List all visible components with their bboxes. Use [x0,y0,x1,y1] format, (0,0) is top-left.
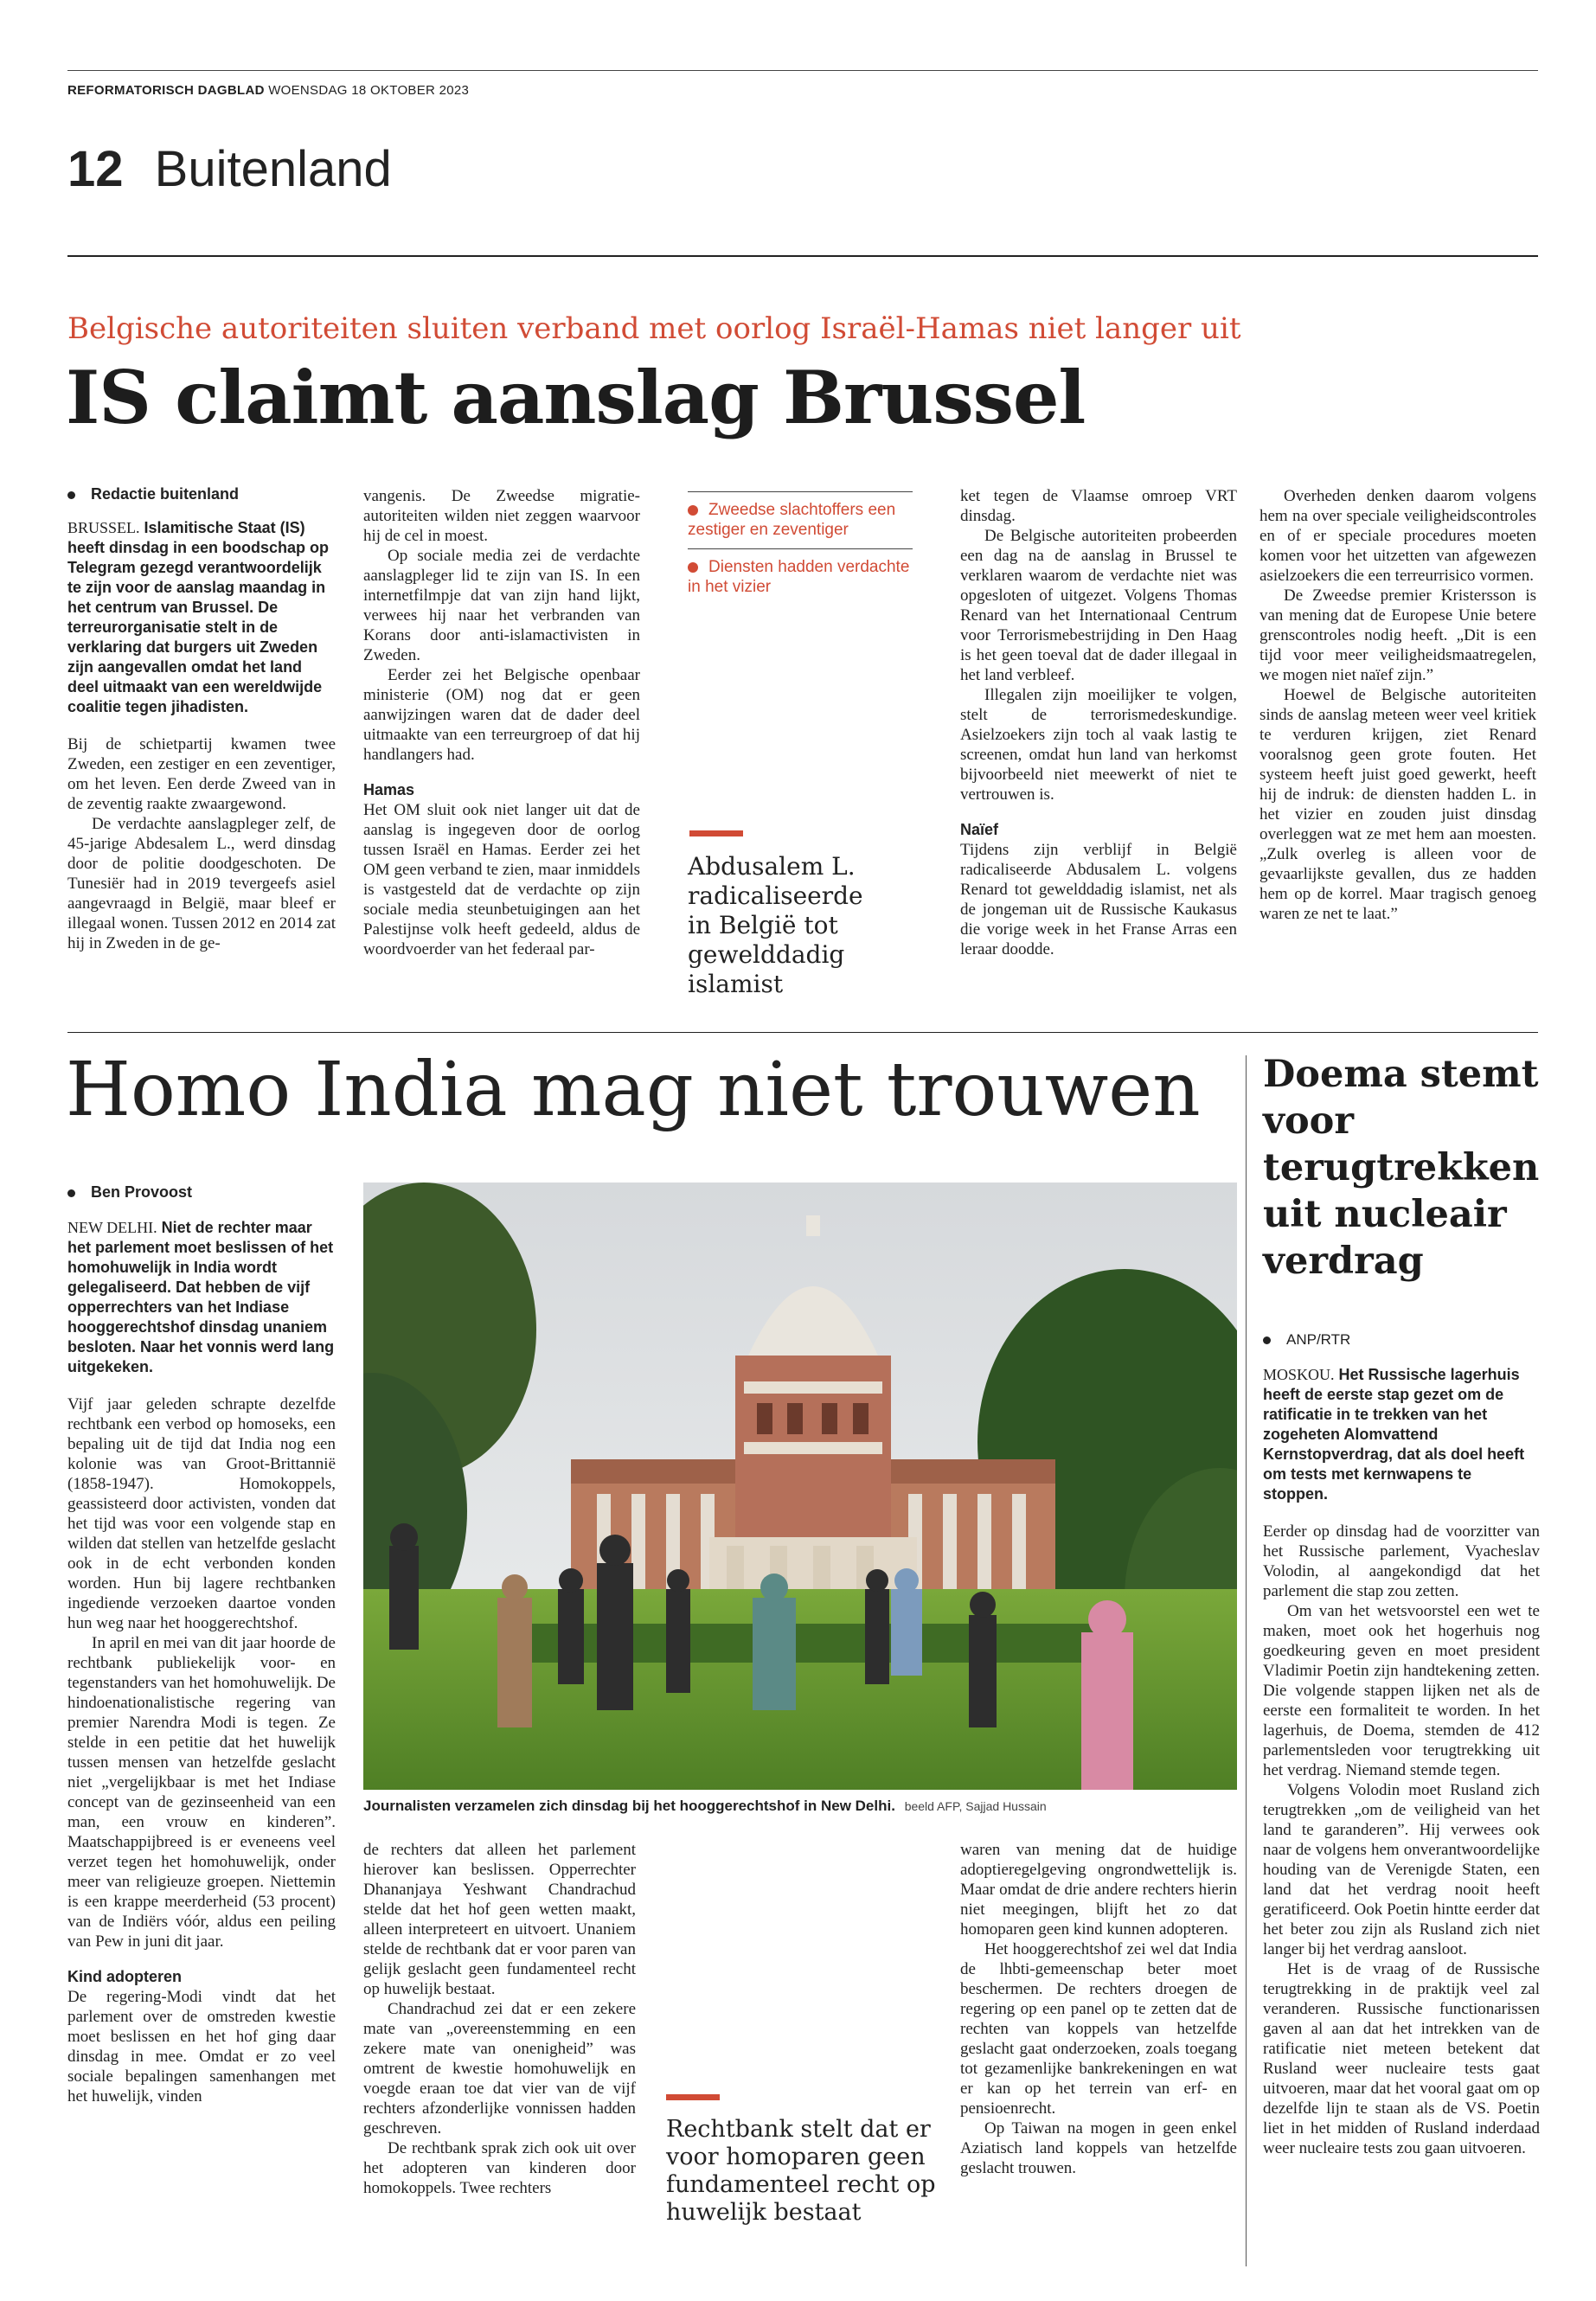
article2-dateline: NEW DELHI. [67,1219,157,1236]
article2-col1 [67,1183,336,2106]
byline-dot-icon [67,491,75,499]
bullet-dot-icon [688,562,698,573]
masthead-line [67,83,469,98]
article3-byline: ANP/RTR [1263,1330,1540,1349]
article2-paragraph: de rechters dat alleen het parlement hierover kan beslissen. Opperrechter Dhananjaya Yeshwant Chandrachud stelde dat het hof geen wetten maakt, alleen interpreteert en uitvoert. Unaniem stelde de rechtbank dat er voor paren van gelijk geslacht geen fundamenteel recht op huwelijk bestaat. [363,1841,636,1998]
page-header [67,141,392,197]
article1-lead: BRUSSEL. Islamitische Staat (IS) heeft dinsdag in een boodschap op Telegram gezegd verantwoordelijk te zijn voor de aanslag maandag in het centrum van Brussel. De terreurorganisatie stelt in de verklaring dat burgers uit Zweden zijn aangevallen omdat het land deel uitmaakt van een wereldwijde coalitie tegen jihadisten. [67,519,330,715]
bullet-dot-icon [688,505,698,516]
article1-col4 [960,486,1237,959]
article1-dateline: BRUSSEL. [67,519,140,536]
article2-subhead: Kind adopteren [67,1968,183,1985]
article2-paragraph: In april en mei van dit jaar hoorde de rechtbank publiekelijk voor- en tegenstanders van het homohuwelijk. De hindoenationalistische regering van premier Narendra Modi is tegen. Ze stelde in een petitie dat het huwelijk tussen mensen van hetzelfde geslacht niet „vergelijkbaar is met het Indiase concept van de gezinseenheid van een man, een vrouw en kinderen”. Maatschappijbreed is er eveneens veel verzet tegen het homohuwelijk, onder meer van religieuze groepen. Niettemin is een krappe meerderheid (53 procent) van de Indiërs vóór, aldus een peiling van Pew in juni dit jaar. [67,1634,336,1951]
byline-dot-icon [67,1189,75,1197]
court-photo [363,1183,1237,1790]
article3-headline: Doema stemt voor terugtrekken uit nucleair verdrag [1263,1053,1540,1283]
pullquote-accent-bar [666,2094,720,2100]
article1-paragraph: Bij de schietpartij kwamen twee Zweden, een zestiger en een zeventiger, om het leven. Een derde Zweed van in de zeventig raakte zwaargewond. [67,735,336,813]
article2-col2 [363,1840,636,2198]
highlight-item: Zweedse slachtoffers een zestiger en zeventiger [688,501,896,539]
highlight-item: Diensten hadden verdachte in het vizier [688,558,910,596]
article1-paragraph: Illegalen zijn moeilijker te volgen, stelt de terrorismedeskundige. Asielzoekers zijn toch al vaak lastig te screenen, omdat hun land van herkomst bijvoorbeeld niet meewerkt of niet te vertrouwen is. [960,686,1237,804]
article1-paragraph: Op sociale media zei de verdachte aanslagpleger lid te zijn van IS. In een internetfilmpje dat van zijn hand lijkt, verwees hij naar het verbranden van Korans door anti-islamactivisten in Zweden. [363,547,640,664]
article1-col5 [1259,486,1536,924]
article2-paragraph: Op Taiwan na mogen in geen enkel Aziatisch land koppels van hetzelfde geslacht trouwen. [960,2119,1237,2177]
article1-paragraph: Overheden denken daarom volgens hem na over speciale veiligheidscontroles en of er speciale procedures moeten komen voor het uitzetten van afgewezen asielzoekers die een terreurrisico vormen. [1259,487,1536,585]
highlights-rule [688,548,913,549]
article3-paragraph: Volgens Volodin moet Rusland zich terugtrekken „om de veiligheid van het land te garanderen”. Hij verwees ook naar de volgens hem onverantwoordelijke houding van de Verenigde Staten, een land dat het verdrag nooit heeft geratificeerd. Ook Poetin hintte eerder dat het beter zou zijn als Rusland zich niet langer bij het verdrag aansloot. [1263,1781,1540,1958]
article2-byline: Ben Provoost [67,1183,336,1202]
article1-paragraph: De verdachte aanslagpleger zelf, de 45-jarige Abdesalem L., werd dinsdag door de politie doodgeschoten. De Tunesiër had in 2019 tevergeefs asiel aangevraagd in België, maar bleef er illegaal wonen. Tussen 2012 en 2014 zat hij in Zweden in de ge- [67,815,336,952]
article2-headline: Homo India mag niet trouwen [66,1047,1201,1133]
article1-byline: Redactie buitenland [67,484,336,504]
article2-paragraph: De rechtbank sprak zich ook uit over het adopteren van kinderen door homokoppels. Twee rechters [363,2139,636,2197]
article2-paragraph: Vijf jaar geleden schrapte dezelfde rechtbank een verbod op homoseks, een bepaling uit de tijd dat India nog een kolonie was van Groot-Brittannië (1858-1947). Homokoppels, geassisteerd door activisten, vonden dat het tijd was voor een volgende stap en wilden dat stellen van hetzelfde geslacht ook in de echt verbonden konden worden. Hun bij lagere rechtbanken ingediende verzoeken daartoe vonden hun weg naar het hooggerechtshof. [67,1395,336,1632]
supreme-court-illustration [363,1183,1237,1790]
article3-paragraph: Om van het wetsvoorstel een wet te maken, moet ook het hogerhuis nog goedkeuring geven en moet president Vladimir Poetin zijn handtekening zetten. Die volgende stappen lijken net als de eerste een formaliteit te worden. In het lagerhuis, de Doema, stemden de 412 parlementsleden voor terugtrekking uit het verdrag. Niemand stemde tegen. [1263,1602,1540,1779]
article1-headline: IS claimt aanslag Brussel [66,355,1086,440]
photo-caption [363,1797,1237,1816]
article2-paragraph: waren van mening dat de huidige adoptieregelgeving ongrondwettelijk is. Maar omdat de drie andere rechters hierin niet meegingen, blijft het zo dat homoparen geen kind kunnen adopteren. [960,1841,1237,1939]
article1-paragraph: Hoewel de Belgische autoriteiten sinds de aanslag meteen weer veel kritiek te verduren krijgen, ziet Renard vooralsnog geen grote fouten. Het systeem heeft juist goed gewerkt, heeft hij de indruk: de diensten hadden L. in het vizier en zouden juist dinsdag overleggen wat ze met hem aan moesten. „Zulk overleg is alleen voor de gevaarlijkste gevallen, dus ze hadden hem op de korrel. Maar tragisch genoeg waren ze net te laat.” [1259,686,1536,923]
article3-paragraph: Het is de vraag of de Russische terugtrekking in de praktijk veel zal veranderen. Russische functionarissen gaven al aan dat het intrekken van de ratificatie niet meteen betekent dat Rusland weer nucleaire tests gaat uitvoeren, maar dat het vooral gaat om op dezelfde lijn te staan als de VS. Poetin liet in het midden of Rusland inderdaad weer nucleaire tests zou gaan uitvoeren. [1263,1960,1540,2157]
highlights-rule [688,491,913,492]
article1-pullquote: Abdusalem L. radicaliseerde in België tot gewelddadig islamist [688,852,863,998]
article1-paragraph: Het OM sluit ook niet langer uit dat de aanslag is ingegeven door de oorlog tussen Israël en Hamas. Eerder zei het OM geen verband te zien, maar inmiddels is vastgesteld dat de verdachte op zijn sociale media steunbetuigingen aan het Palestijnse volk heeft gedeeld, aldus de woordvoerder van het federaal par- [363,801,640,958]
section-divider [67,1032,1538,1033]
article1-paragraph: Tijdens zijn verblijf in België radicaliseerde Abdusalem L. volgens Renard tot gewelddadig islamist, net als de jongeman uit de Russische Kaukasus die vorige week in het Franse Arras een leraar doodde. [960,841,1237,958]
article1-subhead: Naïef [960,821,999,838]
article1-subhead: Hamas [363,781,415,798]
section-title: Buitenland [154,141,392,197]
article2-paragraph: De regering-Modi vindt dat het parlement over de omstreden kwestie moet beslissen en het hof ging daar dinsdag in mee. Omdat er zo veel sociale bepalingen samenhangen met het huwelijk, vinden [67,1988,336,2106]
article3-left-rule [1246,1055,1247,2266]
article1-paragraph: ket tegen de Vlaamse omroep VRT dinsdag. [960,487,1237,525]
article2-col3 [960,1840,1237,2178]
article1-col1 [67,484,336,953]
article1-kicker: Belgische autoriteiten sluiten verband met oorlog Israël-Hamas niet langer uit [67,311,1241,346]
article1-col2 [363,486,640,959]
article2-paragraph: Chandrachud zei dat er een zekere mate van „overeenstemming en een zekere mate van onenigheid” was omtrent de kwestie homohuwelijk en voegde eraan toe dat vier van de vijf rechters afzonderlijke vonnissen hadden geschreven. [363,2000,636,2138]
pullquote-accent-bar [689,830,743,836]
article3-lead: MOSKOU. Het Russische lagerhuis heeft de eerste stap gezet om de ratificatie in te trekken van het zogeheten Alomvattend Kernstopverdrag, dat als doel heeft om tests met kernwapens te stoppen. [1263,1366,1525,1503]
article3-body [1263,1330,1540,2158]
article2-pullquote: Rechtbank stelt dat er voor homoparen geen fundamenteel recht op huwelijk bestaat [666,2116,936,2226]
paper-name: REFORMATORISCH DAGBLAD [67,83,265,98]
article3-paragraph: Eerder op dinsdag had de voorzitter van het Russische parlement, Vyacheslav Volodin, al aangekondigd dat het parlement die stap zou zetten. [1263,1522,1540,1600]
article2-paragraph: Het hooggerechtshof zei wel dat India de lhbti-gemeenschap beter moet beschermen. De rechters droegen de regering op een panel op te zetten dat de rechten van koppels van hetzelfde geslacht gaat onderzoeken, zoals toegang tot gezamenlijke bankrekeningen en wat er kan op het terrein van erf- en pensioenrecht. [960,1940,1237,2118]
article1-paragraph: De Zweedse premier Kristersson is van mening dat de Europese Unie betere grenscontroles nodig heeft. „Dit is een tijd voor meer veiligheidsmaatregelen, we mogen niet naïef zijn.” [1259,586,1536,684]
top-rule [67,70,1538,71]
page-number: 12 [67,141,124,197]
issue-date: WOENSDAG 18 OKTOBER 2023 [268,83,470,98]
article1-paragraph: vangenis. De Zweedse migratie-autoriteiten wilden niet zeggen waarvoor hij de cel in moest. [363,487,640,545]
article3-dateline: MOSKOU. [1263,1366,1335,1383]
header-rule [67,255,1538,257]
article2-lead: NEW DELHI. Niet de rechter maar het parlement moet beslissen of het homohuwelijk in India wordt gelegaliseerd. Dat hebben de vijf opperrechters van het Indiase hooggerechtshof dinsdag unaniem besloten. Naar het vonnis werd lang uitgekeken. [67,1219,335,1375]
article1-paragraph: De Belgische autoriteiten probeerden een dag na de aanslag in Brussel te verklaren waarom de verdachte niet was opgesloten of uitgezet. Volgens Thomas Renard van het Internationaal Centrum voor Terrorismebestrijding in Den Haag is het geen toeval dat de dader illegaal in het land verbleef. [960,527,1237,684]
byline-dot-icon [1263,1336,1271,1344]
article1-paragraph: Eerder zei het Belgische openbaar ministerie (OM) nog dat er geen aanwijzingen waren dat de dader deel uitmaakte van een terreurgroep of dat hij handlangers had. [363,666,640,764]
photo-credit: beeld AFP, Sajjad Hussain [904,1799,1047,1813]
caption-text: Journalisten verzamelen zich dinsdag bij het hooggerechtshof in New Delhi. [363,1798,895,1814]
